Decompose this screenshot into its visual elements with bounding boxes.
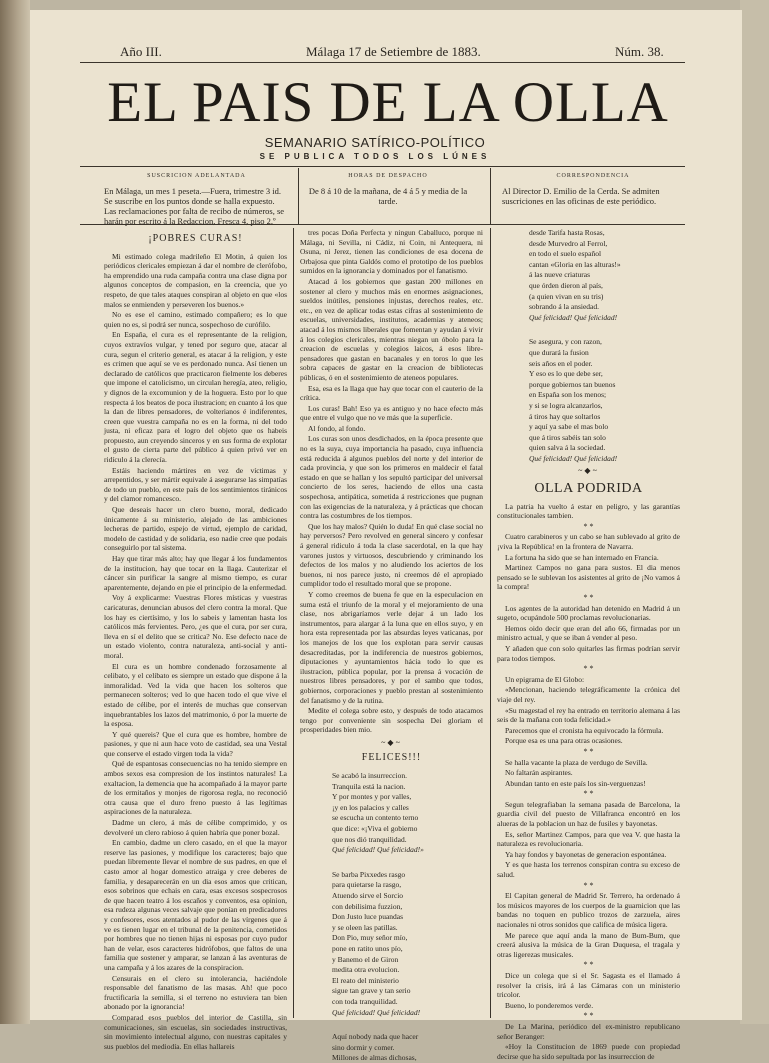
- article-paragraph: Mi estimado colega madrileño El Motin, á quien los periódicos clericales empiezan á dar el nombre de clerófobo, ha emprendido una ruda campaña contra una clase digna por algunos conceptos de compasion, en la creencia, que yo respeto, de que tales ataques conspiran al objeto en que «los malos se enmienden y perseveren los buenos.»: [104, 251, 287, 309]
- verse-line: Qué felicidad! Qué felicidad!»: [332, 845, 424, 855]
- article-paragraph: tres pocas Doña Perfecta y ningun Caballuco, porque ni Málaga, ni Sevilla, ni Cádiz, ni Coin, ni Antequera, ni Osuna, ni Jerez, tienen las condiciones de esa docena de Orbajosa que pinta Galdós como el prototipo de los pueblos sumidos en la ignorancia y dominados por el fanatismo.: [300, 228, 483, 276]
- year-label: Año III.: [120, 44, 162, 59]
- verse-line: y se oleen las patillas.: [332, 922, 398, 932]
- verse-line: y si se logra alcanzarlos,: [529, 400, 603, 410]
- correspondence-text: Al Director D. Emilio de la Cerda. Se admiten suscriciones en las oficinas de este periódico.: [502, 186, 660, 206]
- verse-line: desde Tarifa hasta Rosas,: [529, 228, 605, 237]
- article-paragraph: Qué de espantosas consecuencias no ha tenido siempre en ambos sexos esa compresion de los instintos naturales! La exaltacion, la demencia que ha acompañado á la mayor parte de los ermitaños y monjes de rigorosa regla, no reconoció otra causa que el duro freno puesto á las legítimas aspiraciones de la naturaleza.: [104, 759, 287, 817]
- column-divider-1: [293, 228, 294, 1018]
- office-hours-heading: HORAS DE DESPACHO: [348, 173, 428, 179]
- news-item: La fortuna ha sido que se han internado en Francia.: [505, 552, 659, 562]
- item-separator: * *: [583, 593, 594, 602]
- verse-line: á las nueve criaturas: [529, 270, 591, 280]
- newspaper-subtitle: SEMANARIO SATÍRICO-POLÍTICO: [264, 135, 486, 150]
- verse-line: ¡y en los palacios y calles: [332, 802, 409, 812]
- verse-line: porque gobiernos tan buenos: [529, 379, 616, 389]
- masthead-rule-top: [80, 62, 685, 63]
- news-item: El Capitan general de Madrid Sr. Terrero, ha ordenado á los músicos mayores de los cuerpos de la guarnicion que las bandas no toquen en publico trozos de zarzuela, aires nacionales ni otros sonidos que califica de música ligera.: [497, 891, 680, 929]
- article-paragraph: Que deseais hacer un clero bueno, moral, dedicado únicamente á su ministerio, alejado de las ambiciones lecheras de partido, espejo de virtud, ejemplo de caridad, modelo de castidad y de solidaria, eso nadie cree que podais conseguirlo por tal sistema.: [104, 505, 287, 553]
- news-item: No faltarán aspirantes.: [505, 768, 573, 778]
- article-paragraph: Atacad á los gobiernos que gastan 200 millones en sostener al clero y muchos más en enormes asignaciones, sueldos inútiles, pensiones injustas, derechos reales, etc. etc., en vez de aplicar todas estas cifras al sostenimiento de escuelas, universidades, institutos, academias y ateneos; atacad á los mismos liberales que fomentan y ayudan á vivir á los colegios clericales, mientras niegan un óbolo para la creacion de escuelas y colegios laicos, á esos libre-pensadores que gastan en bacanales y en toros lo que les sobra capaces de gastar en la creacion de bibliotecas públicas, ó en el sostenimiento de ateneos populares.: [300, 276, 483, 382]
- news-item: Los agentes de la autoridad han detenido en Madrid á un sugeto, ocupándole 500 proclamas revolucionarias.: [497, 603, 680, 623]
- verse-line: y Banemo el de Giron: [332, 954, 399, 964]
- info-rule: [80, 224, 685, 225]
- verse-line: Y eso es lo que debe ser,: [529, 369, 603, 379]
- article-paragraph: En España, el cura es el representante de la religion, cuyos extravíos vulgar, y tened por seguro que, atacar al cura, segun el criterio general, es atacar á la religion, y este es crimen que aquí se ve es perdonado nunca. Así tienen un declarado de católicos que practicaron fielmente los deberes que impone el catolicismo, un circulan heregía, ateo, religio, y dignos de la excomunion y de la hoguera. Esto por lo que respecta á los beatos de poca ilustracion; en cuanto á los que la dan de libres pensadores, de volterianos é indiferentes, creen que vuestra campaña no es en la forma, ni del todo justa, ni eficaz para el logro del objeto que os habeis propuesto, aun creyendo sinceros y en sus forma de explotar el gusto de cierta parte del público á quien privó ver en ridículo á la clerecía.: [104, 330, 287, 465]
- news-item: Es, señor Martinez Campos, para que vea V. que hasta la naturaleza es revolucionaria.: [497, 829, 680, 849]
- news-item: Dice un colega que si el Sr. Sagasta es el llamado á resolver la crisis, irá á las Cámaras con un ministerio tricolor.: [497, 970, 680, 1000]
- news-item: Cuatro carabineros y un cabo se han sublevado al grito de ¡viva la República! en la frontera de Navarra.: [497, 532, 680, 552]
- article-heading-pobres-curas: ¡POBRES CURAS!: [148, 233, 243, 244]
- news-item: Hemos oido decir que eran del año 66, firmadas por un ministro actual, y que se iban á vender al peso.: [497, 623, 680, 643]
- article-paragraph: Medite el colega sobre esto, y después de todo atacamos tengo por conveniente sin sospecha Dei gloriam el prosperidades bien mio.: [300, 706, 483, 735]
- verse-line: (a quien vivan en su tris): [529, 291, 604, 301]
- verse-line: Se barba Pixxedes rasgo: [332, 869, 406, 879]
- news-item: Parecemos que el cronista ha equivocado la fórmula.: [505, 725, 664, 735]
- article-paragraph: Hay que tirar más alto; hay que llegar á los fundamentos de la institucion, hay que tocar en la llaga. Cauterizar el cáncer sin purificar la sangre al mismo tiempo, es curar aparentemente, dejando en pie el principio de la enfermedad.: [104, 554, 287, 592]
- issue-number: Núm. 38.: [615, 44, 664, 59]
- verse-line: en todo el suelo español: [529, 249, 602, 259]
- verse-line: sobrando á la ansiedad.: [529, 302, 599, 312]
- verse-line: sigue tan grave y tan serio: [332, 986, 411, 996]
- newspaper-title: EL PAIS DE LA OLLA: [107, 71, 669, 134]
- verse-line: Se asegura, y con razon,: [529, 337, 602, 347]
- news-item: Bueno, lo ponderemos verde.: [505, 1000, 594, 1010]
- news-item: «Su magestad el rey ha entrado en territorio alemana á las seis de la mañana con toda felicidad.»: [497, 705, 680, 725]
- article-paragraph: Comparad esos pueblos del interior de Castilla, sin comunicaciones, sin escuelas, sin sociedades instructivas, sin movimiento intelectual alguno, con nuestras capitales y sus pueblos del mediodía. En ellas hallareis: [104, 1012, 287, 1051]
- item-separator: * *: [583, 960, 594, 970]
- article-paragraph: En cambio, dadme un clero casado, en el que la mayor reserve las pasiones, y modifique los caracteres; bajo que puedan libremente llevar el nombre de sus padres, en que el casto amor al hogar domestico atraiga y cree deberes de familia, y desaparecerán en un dia esos amos que critican, esos sobrinos que echais en cara, esas excesos sospecrosos de que hacen teatro á los escaños y conventos, esa opinion, esa rudeza algunas veces salvaje que ponían en predicadores y confesores, esos atentados al pudor de las vírgenes que á ve es tienen lugar en el tribunal de la penitencia, cometidos por hombres que no tienen hijas ni esposas por cuyo pudor han de velar, esos caracteres hidrófobos, que faltos de una familia que sostener y amparar, se lanzan á las aventuras de una campaña y á los azares de la conspiracion.: [104, 838, 287, 972]
- news-item: «Mencionan, haciendo telegráficamente la crónica del viaje del rey.: [497, 685, 680, 704]
- news-item: Martinez Campos no gana para sustos. El dia menos pensado se le sublevan los asistentes al grito de ¡No vamos á la compra!: [497, 563, 680, 592]
- news-item: Porque esa es una para otras ocasiones.: [505, 736, 623, 746]
- column-divider-2: [490, 228, 491, 1018]
- news-item: Un epigrama de El Globo:: [505, 674, 585, 684]
- verse-line: que órden dieron al país,: [529, 280, 603, 290]
- item-separator: * *: [583, 1011, 594, 1021]
- verse-line: que á tiros sabéis tan solo: [529, 432, 606, 442]
- column-1: [104, 228, 287, 1051]
- ornament-divider: ~◆~: [578, 466, 599, 476]
- ornament-divider: ~◆~: [381, 737, 402, 747]
- verse-line: con debilisima fuzzion,: [332, 901, 403, 911]
- verse-line: que durará la fusion: [529, 347, 589, 357]
- verse-line: El reato del ministerio: [332, 975, 399, 985]
- article-heading-felices: FELICES!!!: [361, 752, 422, 764]
- column-3: [497, 228, 680, 1061]
- office-hours-text: De 8 á 10 de la mañana, de 4 á 5 y media de la tarde.: [308, 186, 468, 206]
- article-paragraph: Censurais en el clero su intolerancia, haciéndole responsable del fanatismo de las masas. Ah! que poco fructificaría la semilla, si el terreno no estuviera tan bien abonado por la ignorancia!: [104, 973, 287, 1012]
- verse-line: seis años en el poder.: [529, 358, 593, 368]
- article-paragraph: Los curas son unos desdichados, en la época presente que no es la suya, cuya importancia ha pasado, cuya influencia está reducida á algunos pueblos del norte y del interior de cada provincia, y que son los primeros en maldecir el fatal estado en que se hallan y los sepultó participar del universal concierto de los seres, haciendo de ellos una casta sospechosa, antipática, sometida á restricciones que pugnan con las exigencias de la naturaleza, y á prácticas que chocan contra las costumbres de los tiempos.: [300, 434, 483, 521]
- verse-line: Y por montes y por valles,: [332, 792, 412, 802]
- subscription-heading: SUSCRICION ADELANTADA: [147, 173, 246, 179]
- verse-line: Don Justo luce puandas: [332, 912, 404, 922]
- verse-line: Millones de almas dichosas,: [332, 1053, 417, 1063]
- verse-line: en España son los menos;: [529, 390, 607, 400]
- news-item: Segun telegrafiaban la semana pasada de Barcelona, la guardia civil del puesto de Villafranca encontró en los alueras de la poblacion un haz de fusiles y bayonetas.: [497, 799, 680, 829]
- article-paragraph: El cura es un hombre condenado forzosamente al celibato, y el celibato es siempre un estado que dispone á la inmoralidad. Ved la vida que hacen los solteros que permanecen solteros; ved lo que hacen todo el que vive el estado de célibe, por el interés de muchas que conservan inquebrantables los lazos del matrimonio, ó por la muerte de la esposa.: [104, 661, 287, 729]
- verse-line: Atuendo sirve el Sorcio: [332, 891, 404, 900]
- verse-line: y aquí ya sabe el mas bolo: [529, 422, 609, 432]
- verse-line: Qué felicidad! Qué felicidad!: [332, 1007, 421, 1017]
- verse-line: que dice: «¡Viva el gobierno: [332, 824, 418, 834]
- verse-line: que nos dió tranquilidad.: [332, 834, 407, 844]
- news-item: Y añaden que con solo quitarles las firmas podrían servir para todos tiempos.: [497, 643, 680, 663]
- verse-line: desde Murvedro al Ferrol,: [529, 238, 608, 248]
- verse-line: á tiros hay que soltarlos: [529, 411, 601, 421]
- verse-line: para quietarse la rasgo,: [332, 880, 402, 890]
- verse-line: pone en ratito unos pío,: [332, 943, 403, 953]
- verse-line: medita otra evolucion.: [332, 965, 400, 975]
- article-paragraph: Estáis haciendo mártires en vez de víctimas y arrepentidos, y ser mártir equivale á asegurarse las simpatías de todo un pueblo, en este país de los sentimientos tiránicos y del clamor romancesco.: [104, 465, 287, 504]
- news-item: Me parece que aquí anda la mano de Bum-Bum, que creerá alusiva la música de la Gran Duquesa, el tragala y otras ligerezas musicales.: [497, 930, 680, 959]
- verse-line: Tranquila está la nacion.: [332, 781, 406, 791]
- masthead-dateline: [80, 44, 700, 64]
- item-separator: * *: [583, 880, 594, 890]
- article-paragraph: Dadme un clero, á más de célibe comprimido, y os devolveré un clero rabioso á quien habría que poner bozal.: [104, 818, 287, 837]
- item-separator: * *: [583, 789, 594, 799]
- article-paragraph: Que los hay malos? Quién lo duda! En qué clase social no hay perversos? Pero revolved en general sincero y confesar á general ridiculo á toda la clase sacerdotal, en la que hay varones justos y virtuosos, descubriendo y criminando los defectos de los malos y no aludiendo los aciertos de los buenos, ni nos parece justo, ni creemos dé el apropiado cumplidor todo el resultado moral que se propone.: [300, 521, 483, 589]
- item-separator: * *: [583, 746, 594, 756]
- article-paragraph: Y qué quereis? Que el cura que es hombre, hombre de pasiones, y que ni aun hace voto de castidad, sea una Vestal que conserve el estado virgen toda la vida?: [104, 729, 287, 758]
- column-2: [300, 228, 483, 1063]
- verse-line: se escucha un contento terno: [332, 813, 419, 823]
- date-label: Málaga 17 de Setiembre de 1883.: [306, 44, 481, 59]
- verse-line: Qué felicidad! Qué felicidad!: [529, 312, 618, 322]
- info-divider-1: [298, 168, 299, 224]
- office-hours-box: [308, 173, 468, 206]
- article-paragraph: Los curas! Bah! Eso ya es antiguo y no hace efecto más que entre el vulgo que no ve más que la superficie.: [300, 403, 483, 423]
- correspondence-heading: CORRESPONDENCIA: [556, 173, 630, 179]
- news-item: De La Marina, periódico del ex-ministro republicano señor Beranger:: [497, 1021, 680, 1041]
- article-paragraph: Y como creemos de buena fe que en la especulacion en suma está el triunfo de la moral y el mejoramiento de una clase, nos abrigaríamos verle dejar á un lado los instrumentos, para alargar á la luna que en ellos suyo, y en hora esta representada por las absurdas leyes vaticanas, por los manejos de los que los explotan para servir causas desacreditadas, por la indiferencia de nuestros gobiernos, diputaciones y ayuntamientos hácia todo lo que es ilustracion, pública popular, por la prensa á vocación de nuestros libres pensadores, y por el sambo que todos, gobiernos, corporaciones y pueblo prestan al sostenimiento del fanatismo y de la rutina.: [300, 589, 483, 705]
- article-paragraph: Al fondo, al fondo.: [308, 423, 366, 433]
- news-item: Y es que hasta los terrenos conspiran contra su exceso de salud.: [497, 860, 680, 880]
- news-item: Se halla vacante la plaza de verdugo de Sevilla.: [505, 757, 648, 767]
- verse-line: cantan «Gloria en las alturas!»: [529, 259, 621, 269]
- masthead-rule-bottom: [80, 166, 685, 167]
- verse-line: con toda tranquilidad.: [332, 996, 398, 1006]
- news-item: La patria ha vuelto á estar en peligro, y las garantías constitucionales tambien.: [497, 501, 680, 521]
- info-divider-2: [490, 168, 491, 224]
- verse-line: quien salva á la sociedad.: [529, 443, 606, 453]
- correspondence-box: [502, 173, 684, 206]
- section-heading-olla-podrida: OLLA PODRIDA: [534, 481, 643, 497]
- item-separator: * *: [583, 664, 594, 674]
- verse-line: Aquí nobody nada que hacer: [332, 1032, 419, 1042]
- verse-line: sino dormir y comer.: [332, 1042, 395, 1052]
- item-separator: * *: [583, 521, 594, 531]
- news-item: Ya hay fondos y bayonetas de generacion espontánea.: [505, 849, 667, 859]
- news-item: Abundan tanto en este país los sin-verguenzas!: [505, 778, 646, 788]
- article-paragraph: Esa, esa es la llaga que hay que tocar con el cauterio de la crítica.: [300, 383, 483, 403]
- verse-line: Qué felicidad! Qué felicidad!: [529, 453, 618, 463]
- verse-line: Don Pio, muy señor mío,: [332, 933, 408, 943]
- subscription-box: [104, 173, 289, 226]
- article-paragraph: No es ese el camino, estimado compañero; es lo que quien no es, si podrá ser nunca, sospechoso de curófilo.: [104, 310, 287, 329]
- article-paragraph: Voy á explicarme: Vuestras Flores místicas y vuestras caricaturas, denuncian abusos del clero contra la moral. Que los hay es ciertísimo, y los lo sabeis y lamentan hasta los católicos más fervientes. Pero, ¿es que el cura, por ser cura, lleva en sí el delito que se critica? No. Ese defecto nace de un estado violento, contra naturaleza, anti-social y anti-moral.: [104, 593, 287, 660]
- verse-line: Se acabó la insurreccion.: [332, 771, 407, 781]
- news-item: «Hoy la Constitucion de 1869 puede con propiedad decirse que ha sido sepultada por las insurreccion de: [497, 1042, 680, 1061]
- publication-tagline: SE PUBLICA TODOS LOS LÚNES: [259, 152, 491, 161]
- subscription-text: En Málaga, un mes 1 peseta.—Fuera, trimestre 3 id. Se suscribe en los puntos donde se halla expuesto. Las reclamaciones por falta de recibo de números, se harán por escrito á la Redaccion, Fresca 4, piso 2.º: [104, 186, 285, 226]
